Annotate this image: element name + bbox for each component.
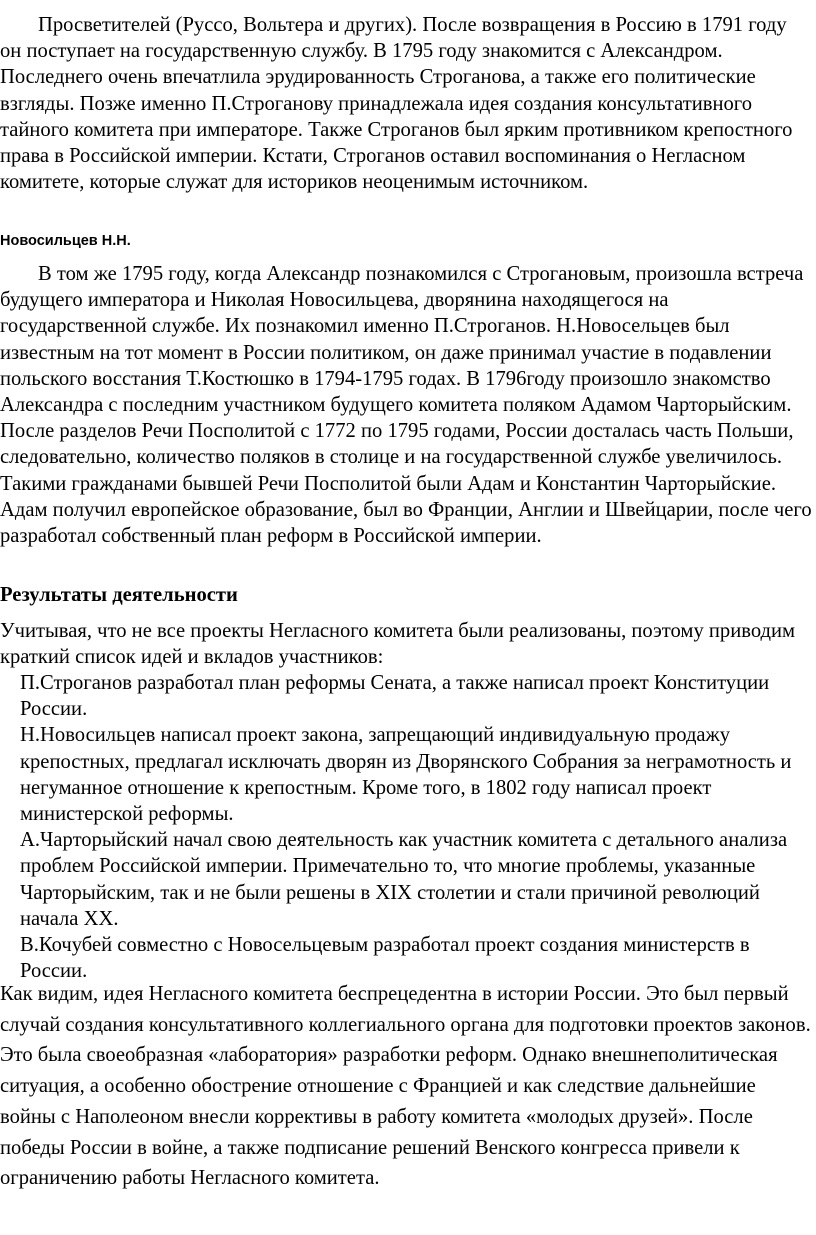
- intro-paragraph: Просветителей (Руссо, Вольтера и других). После возвращения в Россию в 1791 году он поступает на государственную службу. В 1795 году знакомится с Александром. Последнего очень впечатлила эрудированность Строганова, а также его политические взгляды. Позже именно П.Строганову принадлежала идея создания консультативного тайного комитета при императоре. Также Строганов был ярким противником крепостного права в Российской империи. Кстати, Строганов оставил воспоминания о Негласном комитете, которые служат для историков неоценимым источником.: [0, 14, 793, 194]
- novosiltsev-paragraph: В том же 1795 году, когда Александр познакомился с Строгановым, произошла встреча будущего императора и Николая Новосильцева, дворянина находящегося на государственной службе. Их познакомил именно П.Строганов. Н.Новосельцев был известным на тот момент в России политиком, он даже принимал участие в подавлении польского восстания Т.Костюшко в 1794-1795 годах. В 1796году произошло знакомство Александра с последним участником будущего комитета поляком Адамом Чарторыйским. После разделов Речи Посполитой с 1772 по 1795 годами, России досталась часть Польши, следовательно, количество поляков в столице и на государственной службе увеличилось. Такими гражданами бывшей Речи Посполитой были Адам и Константин Чарторыйские. Адам получил европейское образование, был во Франции, Англии и Швейцарии, после чего разработал собственный план реформ в Российской империи.: [0, 263, 812, 548]
- results-intro-paragraph: Учитывая, что не все проекты Негласного комитета были реализованы, поэтому приводим краткий список идей и вкладов участников:: [0, 620, 796, 669]
- novosiltsev-heading: Новосильцев Н.Н.: [0, 233, 131, 249]
- results-heading: Результаты деятельности: [0, 584, 238, 606]
- list-item: В.Кочубей совместно с Новосельцевым разработал проект создания министерств в России.: [20, 934, 750, 983]
- conclusion-paragraph: Как видим, идея Негласного комитета беспрецедентна в истории России. Это был первый случай создания консультативного коллегиального органа для подготовки проектов законов. Это была своеобразная «лаборатория» разработки реформ. Однако внешнеполитическая ситуация, а особенно обострение отношение с Францией и как следствие дальнейшие войны с Наполеоном внесли коррективы в работу комитета «молодых друзей». После победы России в войне, а также подписание решений Венского конгресса привели к ограничению работы Негласного комитета.: [0, 983, 811, 1190]
- list-item: А.Чарторыйский начал свою деятельность как участник комитета с детального анализа проблем Российской империи. Примечательно то, что многие проблемы, указанные Чарторыйским, так и не были решены в XIX столетии и стали причиной революций начала XX.: [20, 829, 788, 930]
- contributions-list: [20, 670, 816, 984]
- list-item: Н.Новосильцев написал проект закона, запрещающий индивидуальную продажу крепостных, предлагал исключать дворян из Дворянского Собрания за неграмотность и негуманное отношение к крепостным. Кроме того, в 1802 году написал проект министерской реформы.: [20, 724, 792, 826]
- list-item: П.Строганов разработал план реформы Сената, а также написал проект Конституции России.: [20, 672, 770, 721]
